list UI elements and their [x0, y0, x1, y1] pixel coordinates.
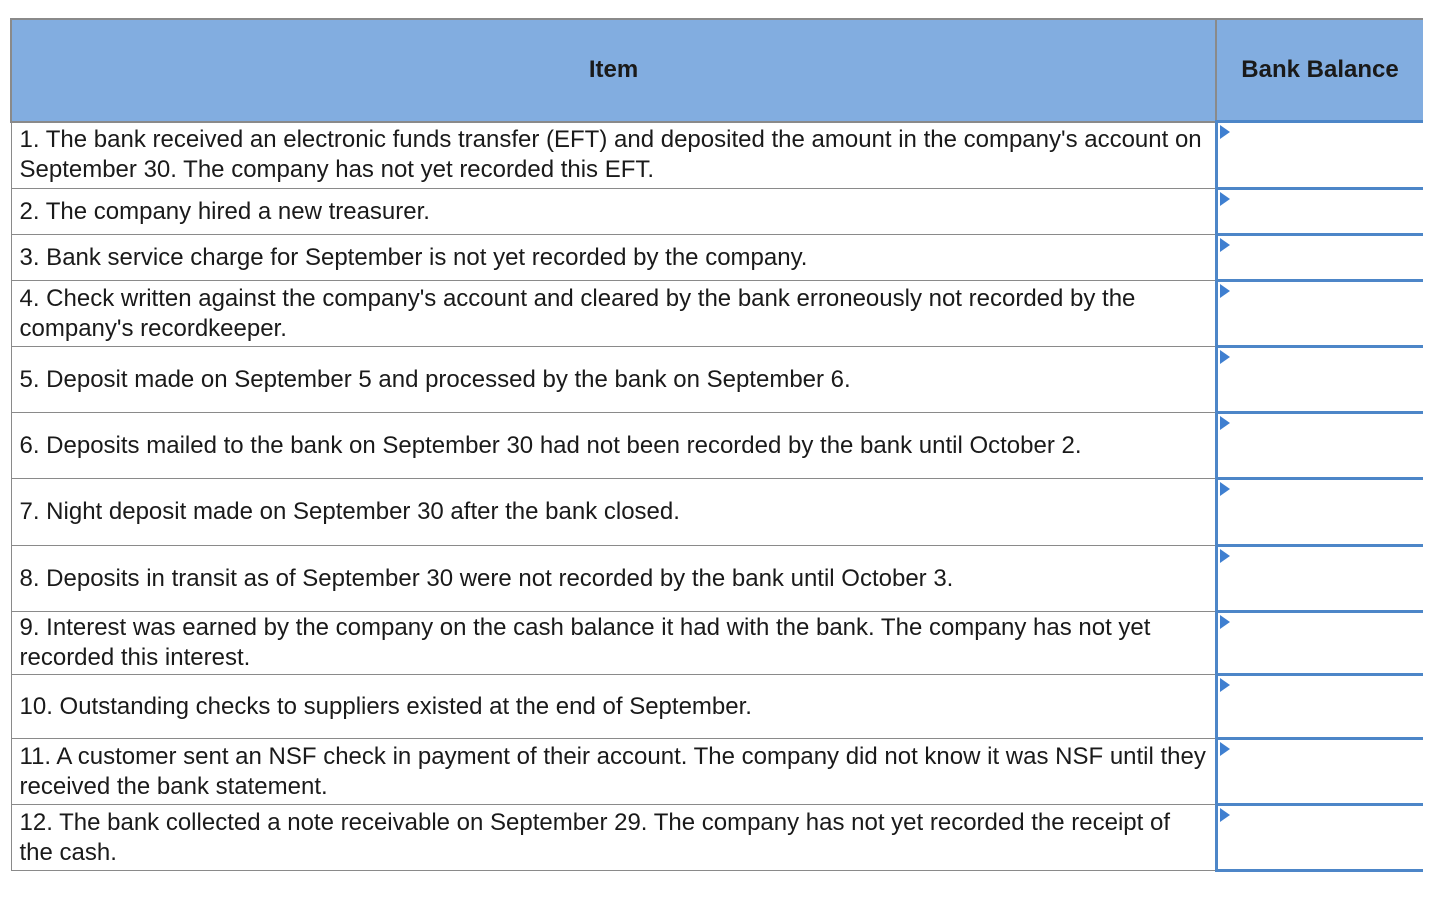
item-description: 9. Interest was earned by the company on the cash balance it had with the bank. The company has not yet recorded this interest. [11, 612, 1216, 675]
table-row [11, 413, 1423, 479]
bank-balance-dropdown[interactable] [1216, 347, 1423, 413]
bank-balance-dropdown[interactable] [1216, 122, 1423, 189]
bank-balance-dropdown[interactable] [1216, 479, 1423, 546]
table-row [11, 739, 1423, 805]
item-column-header: Item [11, 19, 1216, 122]
bank-balance-dropdown[interactable] [1216, 235, 1423, 281]
item-description: 4. Check written against the company's account and cleared by the bank erroneously not recorded by the company's recordkeeper. [11, 281, 1216, 347]
item-description: 8. Deposits in transit as of September 30 were not recorded by the bank until October 3. [11, 546, 1216, 612]
bank-balance-value[interactable] [1218, 414, 1424, 477]
bank-balance-dropdown[interactable] [1216, 739, 1423, 805]
item-description: 12. The bank collected a note receivable on September 29. The company has not yet recorded the receipt of the cash. [11, 805, 1216, 871]
item-description: 5. Deposit made on September 5 and processed by the bank on September 6. [11, 347, 1216, 413]
item-description: 2. The company hired a new treasurer. [11, 189, 1216, 235]
table-row [11, 281, 1423, 347]
item-description: 3. Bank service charge for September is not yet recorded by the company. [11, 235, 1216, 281]
bank-balance-value[interactable] [1218, 348, 1424, 411]
bank-balance-value[interactable] [1218, 190, 1424, 233]
bank-balance-dropdown[interactable] [1216, 413, 1423, 479]
table-row [11, 122, 1423, 189]
bank-balance-value[interactable] [1218, 236, 1424, 279]
table-row [11, 235, 1423, 281]
bank-balance-value[interactable] [1218, 806, 1424, 869]
bank-balance-value[interactable] [1218, 676, 1424, 737]
bank-balance-value[interactable] [1218, 613, 1424, 673]
item-description: 11. A customer sent an NSF check in payment of their account. The company did not know it was NSF until they received the bank statement. [11, 739, 1216, 805]
bank-balance-dropdown[interactable] [1216, 805, 1423, 871]
bank-balance-dropdown[interactable] [1216, 546, 1423, 612]
bank-balance-dropdown[interactable] [1216, 281, 1423, 347]
table-row [11, 612, 1423, 675]
item-description: 10. Outstanding checks to suppliers existed at the end of September. [11, 675, 1216, 739]
bank-balance-value[interactable] [1218, 547, 1424, 610]
bank-balance-value[interactable] [1218, 282, 1424, 345]
item-description: 1. The bank received an electronic funds transfer (EFT) and deposited the amount in the company's account on September 30. The company has not yet recorded this EFT. [11, 122, 1216, 189]
table-row [11, 675, 1423, 739]
item-description: 7. Night deposit made on September 30 after the bank closed. [11, 479, 1216, 546]
bank-reconciliation-table [10, 18, 1423, 872]
bank-balance-dropdown[interactable] [1216, 189, 1423, 235]
bank-balance-value[interactable] [1218, 123, 1424, 187]
table-row [11, 479, 1423, 546]
table-row [11, 805, 1423, 871]
table-row [11, 189, 1423, 235]
bank-balance-dropdown[interactable] [1216, 675, 1423, 739]
bank-balance-column-header: Bank Balance [1216, 19, 1423, 122]
bank-balance-value[interactable] [1218, 740, 1424, 803]
header-row [11, 19, 1423, 122]
bank-balance-value[interactable] [1218, 480, 1424, 544]
bank-balance-dropdown[interactable] [1216, 612, 1423, 675]
table-row [11, 347, 1423, 413]
table-row [11, 546, 1423, 612]
item-description: 6. Deposits mailed to the bank on September 30 had not been recorded by the bank until October 2. [11, 413, 1216, 479]
